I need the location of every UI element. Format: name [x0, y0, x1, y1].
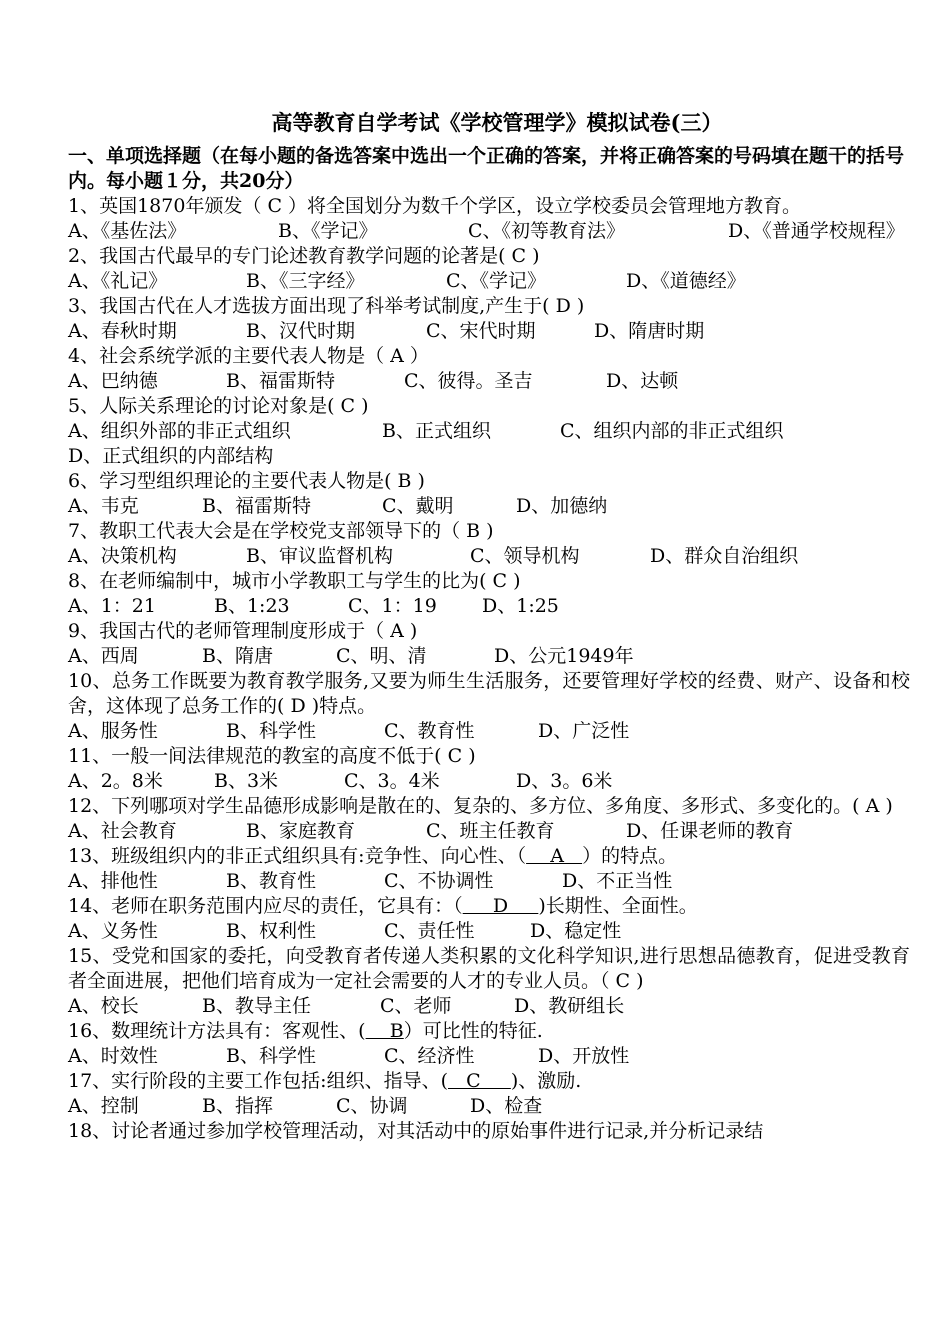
- question-stem: 15、受党和国家的委托，向受教育者传递人类积累的文化科学知识,进行思想品德教育，促进受教育者全面进展，把他们培育成为一定社会需要的人才的专业人员。（ C ): [68, 945, 910, 992]
- question-options: [68, 594, 910, 619]
- option: A、2。8米: [68, 770, 163, 792]
- option: D、公元1949年: [494, 645, 634, 667]
- question-options: [68, 869, 910, 894]
- question-stem: 2、我国古代最早的专门论述教育教学问题的论著是( C ): [68, 245, 540, 267]
- option: D、正式组织的内部结构: [68, 445, 274, 467]
- question-options: [68, 494, 910, 519]
- option: C、组织内部的非正式组织: [560, 420, 784, 442]
- option: B、福雷斯特: [202, 495, 311, 517]
- question-options: [68, 219, 910, 244]
- option: A、义务性: [68, 920, 158, 942]
- option: B、家庭教育: [246, 820, 355, 842]
- option: D、广泛性: [538, 720, 630, 742]
- option: C、3。4米: [344, 770, 440, 792]
- question-options: [68, 1094, 910, 1119]
- question-options: [68, 719, 910, 744]
- option: A、《礼记》: [68, 270, 168, 292]
- option: B、教育性: [226, 870, 316, 892]
- option: C、戴明: [382, 495, 454, 517]
- option: B、隋唐: [202, 645, 273, 667]
- option: C、经济性: [384, 1045, 475, 1067]
- option: D、加德纳: [516, 495, 608, 517]
- option: A、春秋时期: [68, 320, 177, 342]
- question-stem: 6、学习型组织理论的主要代表人物是( B ): [68, 470, 425, 492]
- option: C、老师: [380, 995, 452, 1017]
- question-stem: [68, 1019, 910, 1044]
- option: B、科学性: [226, 720, 316, 742]
- option: A、时效性: [68, 1045, 158, 1067]
- option: B、审议监督机构: [246, 545, 393, 567]
- stem-text: 13、班级组织内的非正式组织具有:竞争性、向心性、（: [68, 845, 527, 867]
- option: D、开放性: [538, 1045, 630, 1067]
- option: C、《学记》: [446, 270, 547, 292]
- answer-blank: D: [462, 895, 539, 917]
- option: C、协调: [336, 1095, 408, 1117]
- stem-text: )长期性、全面性。: [538, 895, 698, 917]
- option: D、稳定性: [530, 920, 622, 942]
- option: A、控制: [68, 1095, 139, 1117]
- question-stem: 7、教职工代表大会是在学校党支部领导下的（ B ): [68, 520, 494, 542]
- option: D、达顿: [606, 370, 679, 392]
- option: C、不协调性: [384, 870, 494, 892]
- option: A、服务性: [68, 720, 158, 742]
- stem-text: )、激励.: [510, 1070, 582, 1092]
- option: C、班主任教育: [426, 820, 555, 842]
- stem-text: 14、老师在职务范围内应尽的责任，它具有：（: [68, 895, 463, 917]
- option: C、彼得。圣吉: [404, 370, 533, 392]
- stem-text: ）可比性的特征.: [403, 1020, 543, 1042]
- option: D、群众自治组织: [650, 545, 799, 567]
- option: B、福雷斯特: [226, 370, 335, 392]
- option: A、韦克: [68, 495, 139, 517]
- option: B、1:23: [214, 595, 290, 617]
- option: B、《三字经》: [246, 270, 365, 292]
- question-stem: [68, 894, 910, 919]
- question-options: [68, 644, 910, 669]
- option: C、责任性: [384, 920, 475, 942]
- option: C、明、清: [336, 645, 427, 667]
- question-options: [68, 994, 910, 1019]
- question-options: [68, 369, 910, 394]
- question-stem: 12、下列哪项对学生品德形成影响是散在的、复杂的、多方位、多角度、多形式、多变化的。( A ): [68, 795, 893, 817]
- question-options: [68, 419, 910, 444]
- stem-text: ）的特点。: [582, 845, 678, 867]
- option: B、教导主任: [202, 995, 311, 1017]
- option: B、《学记》: [278, 220, 378, 242]
- option: C、1：19: [348, 595, 437, 617]
- section-heading: 一、单项选择题（在每小题的备选答案中选出一个正确的答案，并将正确答案的号码填在题干的括号内。每小题１分，共20分）: [68, 145, 905, 192]
- stem-text: 16、数理统计方法具有：客观性、(: [68, 1020, 366, 1042]
- option: B、科学性: [226, 1045, 316, 1067]
- option: A、校长: [68, 995, 139, 1017]
- option: A、西周: [68, 645, 139, 667]
- question-stem: 5、人际关系理论的讨论对象是( C ): [68, 395, 369, 417]
- stem-text: 17、实行阶段的主要工作包括:组织、指导、(: [68, 1070, 448, 1092]
- question-stem: 3、我国古代在人才选拔方面出现了科举考试制度,产生于( D ): [68, 295, 585, 317]
- answer-blank: B: [365, 1020, 404, 1042]
- option: A、社会教育: [68, 820, 177, 842]
- question-stem: [68, 1069, 910, 1094]
- option: A、巴纳德: [68, 370, 158, 392]
- question-stem: 1、英国1870年颁发（ C ）将全国划分为数千个学区，设立学校委员会管理地方教育。: [68, 195, 802, 217]
- option: A、1：21: [68, 595, 156, 617]
- option: D、《普通学校规程》: [728, 220, 905, 242]
- option: B、3米: [214, 770, 279, 792]
- question-stem: 4、社会系统学派的主要代表人物是（ A ）: [68, 345, 429, 367]
- option: A、排他性: [68, 870, 158, 892]
- question-stem: 9、我国古代的老师管理制度形成于（ A ): [68, 620, 418, 642]
- option: A、《基佐法》: [68, 220, 187, 242]
- option: A、组织外部的非正式组织: [68, 420, 291, 442]
- option: D、任课老师的教育: [626, 820, 794, 842]
- question-options: [68, 769, 910, 794]
- option: D、3。6米: [516, 770, 613, 792]
- option: D、检查: [470, 1095, 543, 1117]
- option: D、1:25: [482, 595, 559, 617]
- document-page: [68, 108, 910, 1144]
- option: D、隋唐时期: [594, 320, 705, 342]
- option: B、正式组织: [382, 420, 491, 442]
- option: C、教育性: [384, 720, 475, 742]
- question-stem: [68, 844, 910, 869]
- question-stem: 11、一般一间法律规范的教室的高度不低于( C ): [68, 745, 476, 767]
- question-options: [68, 319, 910, 344]
- option: B、指挥: [202, 1095, 273, 1117]
- option: C、领导机构: [470, 545, 580, 567]
- question-options: [68, 1044, 910, 1069]
- document-title: 高等教育自学考试《学校管理学》模拟试卷(三）: [271, 110, 723, 135]
- option: C、宋代时期: [426, 320, 536, 342]
- answer-blank: A: [526, 845, 583, 867]
- question-stem: 8、在老师编制中，城市小学教职工与学生的比为( C ): [68, 570, 521, 592]
- option: D、《道德经》: [626, 270, 746, 292]
- answer-blank: C: [448, 1070, 511, 1092]
- option: D、不正当性: [562, 870, 673, 892]
- option: D、教研组长: [514, 995, 625, 1017]
- question-stem: 18、讨论者通过参加学校管理活动，对其活动中的原始事件进行记录,并分析记录结: [68, 1120, 764, 1142]
- option: A、决策机构: [68, 545, 177, 567]
- question-options: [68, 819, 910, 844]
- question-options: [68, 919, 910, 944]
- option: B、汉代时期: [246, 320, 355, 342]
- question-options: [68, 269, 910, 294]
- option: B、权利性: [226, 920, 316, 942]
- question-options: [68, 544, 910, 569]
- question-stem: 10、总务工作既要为教育教学服务,又要为师生生活服务，还要管理好学校的经费、财产、设备和校舍，这体现了总务工作的( D )特点。: [68, 670, 910, 717]
- option: C、《初等教育法》: [468, 220, 626, 242]
